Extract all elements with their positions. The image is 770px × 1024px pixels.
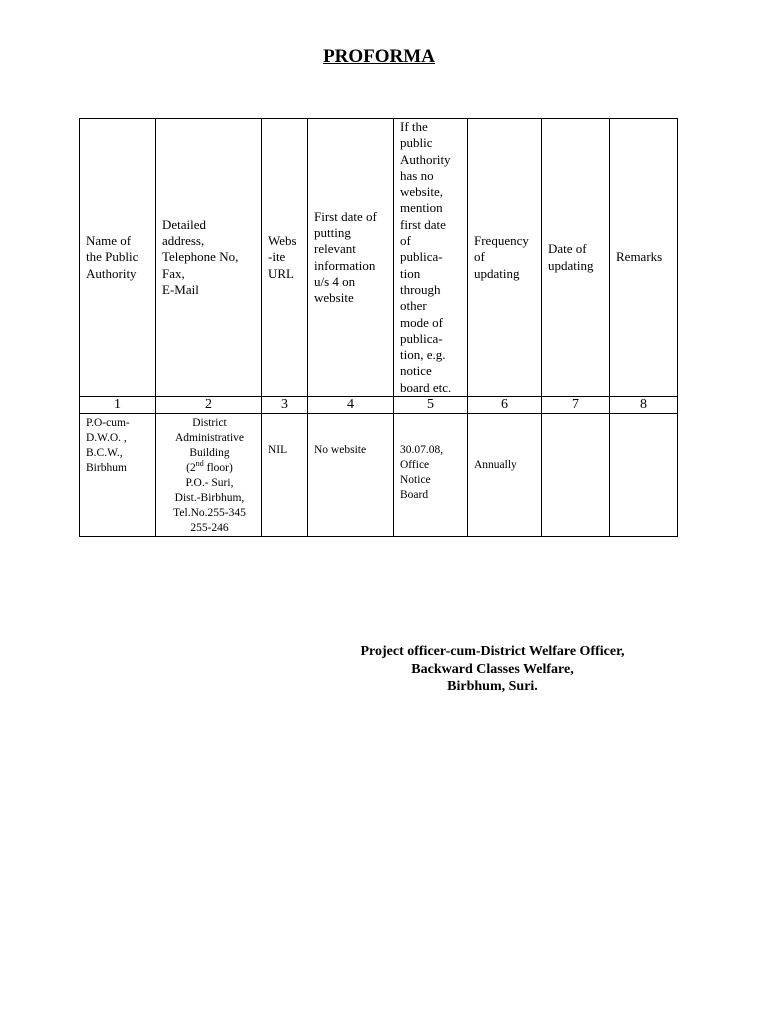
address-line2: P.O.- Suri, Dist.-Birbhum, Tel.No.255-345 255-246 (173, 477, 246, 535)
first-date-other-text: 30.07.08, Office Notice Board (400, 444, 444, 502)
header-remarks-text: Remarks (616, 249, 663, 265)
column-number: 8 (610, 397, 678, 414)
signature-line1: Project officer-cum-District Welfare Officer, (360, 644, 625, 659)
column-number-row (80, 397, 678, 414)
address-floor-post: floor) (203, 462, 233, 475)
address-floor-sup: nd (195, 459, 204, 469)
cell-address (156, 414, 262, 537)
header-cell-no-website (394, 119, 468, 397)
cell-first-date-website (308, 414, 394, 537)
cell-frequency (468, 414, 542, 537)
signature-block (300, 643, 685, 696)
header-cell-date-updating (542, 119, 610, 397)
column-number: 2 (156, 397, 262, 414)
header-name-text: Name of the Public Authority (86, 233, 139, 281)
signature-line2: Backward Classes Welfare, (411, 661, 574, 677)
cell-authority-name: P.O-cum- D.W.O. , B.C.W., Birbhum (80, 414, 156, 537)
column-number: 5 (394, 397, 468, 414)
first-date-website-text: No website (314, 444, 367, 457)
website-url-text: NIL (268, 444, 288, 457)
address-floor-pre: (2 (186, 462, 196, 475)
proforma-table (79, 118, 678, 537)
table-row (80, 414, 678, 537)
signature-line3: Birbhum, Suri. (447, 679, 538, 694)
header-date-updating-text: Date of updating (548, 241, 594, 273)
address-line1: District Administrative Building (175, 417, 244, 460)
column-number: 4 (308, 397, 394, 414)
table-header-row (80, 119, 678, 397)
header-cell-first-date (308, 119, 394, 397)
header-cell-remarks (610, 119, 678, 397)
header-website-text: Webs -ite URL (268, 233, 297, 281)
cell-website-url (262, 414, 308, 537)
page-title: PROFORMA (323, 46, 435, 67)
cell-remarks (610, 414, 678, 537)
column-number: 7 (542, 397, 610, 414)
column-number: 3 (262, 397, 308, 414)
header-address-text: Detailed address, Telephone No, Fax, E-Mail (162, 216, 239, 297)
header-frequency-text: Frequency of updating (474, 233, 529, 281)
cell-first-date-other (394, 414, 468, 537)
header-cell-frequency (468, 119, 542, 397)
address-floor (162, 461, 257, 476)
frequency-text: Annually (474, 459, 517, 472)
header-no-website-text: If the public Authority has no website, mention first date of publica- tion through other mode of publica- tion, e.g. notice board etc. (400, 119, 452, 395)
header-cell-address (156, 119, 262, 397)
column-number: 6 (468, 397, 542, 414)
header-cell-website (262, 119, 308, 397)
header-first-date-text: First date of putting relevant information u/s 4 on website (314, 208, 377, 306)
header-cell-name (80, 119, 156, 397)
column-number: 1 (80, 397, 156, 414)
cell-date-updating (542, 414, 610, 537)
